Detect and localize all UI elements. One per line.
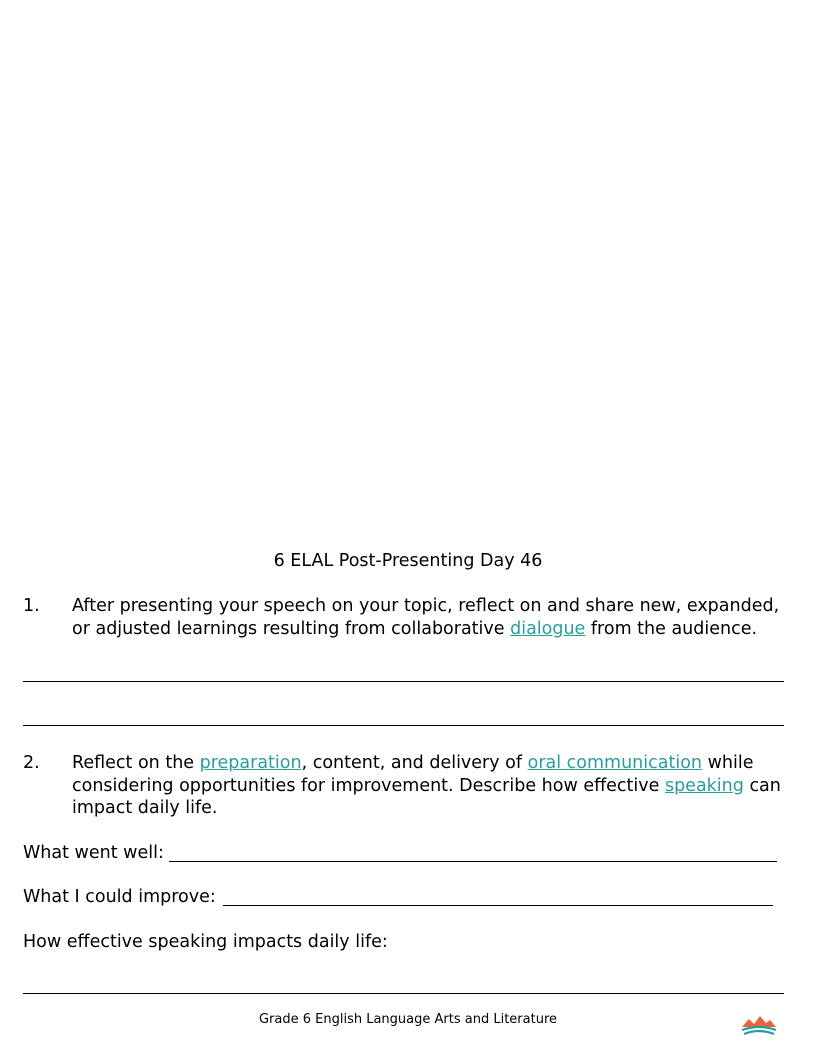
footer-text: Grade 6 English Language Arts and Literature	[258, 1012, 558, 1027]
question-text	[72, 595, 783, 640]
text-run: , content, and delivery of	[301, 753, 528, 773]
text-run: or adjusted learnings resulting from collaborative	[72, 618, 511, 639]
vocab-link-speaking[interactable]: speaking	[664, 775, 744, 796]
question-number: 2.	[23, 753, 40, 773]
text-run: from the audience.	[585, 618, 758, 639]
prompt-could-improve: What I could improve:	[23, 887, 216, 907]
logo-icon	[740, 1012, 778, 1036]
text-run: can	[743, 775, 781, 796]
question-2	[23, 752, 783, 820]
text-run: considering opportunities for improvement. Describe how effective	[72, 775, 665, 796]
text-run: After presenting your speech on your topic, reflect on and share new, expanded,	[72, 596, 780, 616]
text-run: impact daily life.	[72, 798, 218, 818]
answer-line-went-well[interactable]	[169, 861, 777, 862]
page-title: 6 ELAL Post-Presenting Day 46	[273, 551, 543, 571]
answer-line[interactable]	[23, 681, 784, 682]
question-line	[72, 752, 783, 775]
vocab-link-dialogue[interactable]: dialogue	[510, 618, 586, 639]
answer-line-daily-life[interactable]	[23, 993, 784, 994]
question-line	[72, 797, 783, 820]
question-line	[72, 595, 783, 618]
text-run: while	[702, 753, 754, 773]
question-line	[72, 775, 783, 798]
question-text	[72, 752, 783, 820]
vocab-link-preparation[interactable]: preparation	[199, 753, 302, 773]
question-line	[72, 618, 783, 641]
answer-line-could-improve[interactable]	[223, 905, 773, 906]
answer-line[interactable]	[23, 725, 784, 726]
prompt-daily-life: How effective speaking impacts daily life:	[23, 932, 388, 952]
prompt-went-well: What went well:	[23, 843, 164, 863]
vocab-link-oral-communication[interactable]: oral communication	[527, 753, 702, 773]
question-1	[23, 595, 783, 640]
question-number: 1.	[23, 596, 40, 616]
text-run: Reflect on the	[72, 753, 200, 773]
